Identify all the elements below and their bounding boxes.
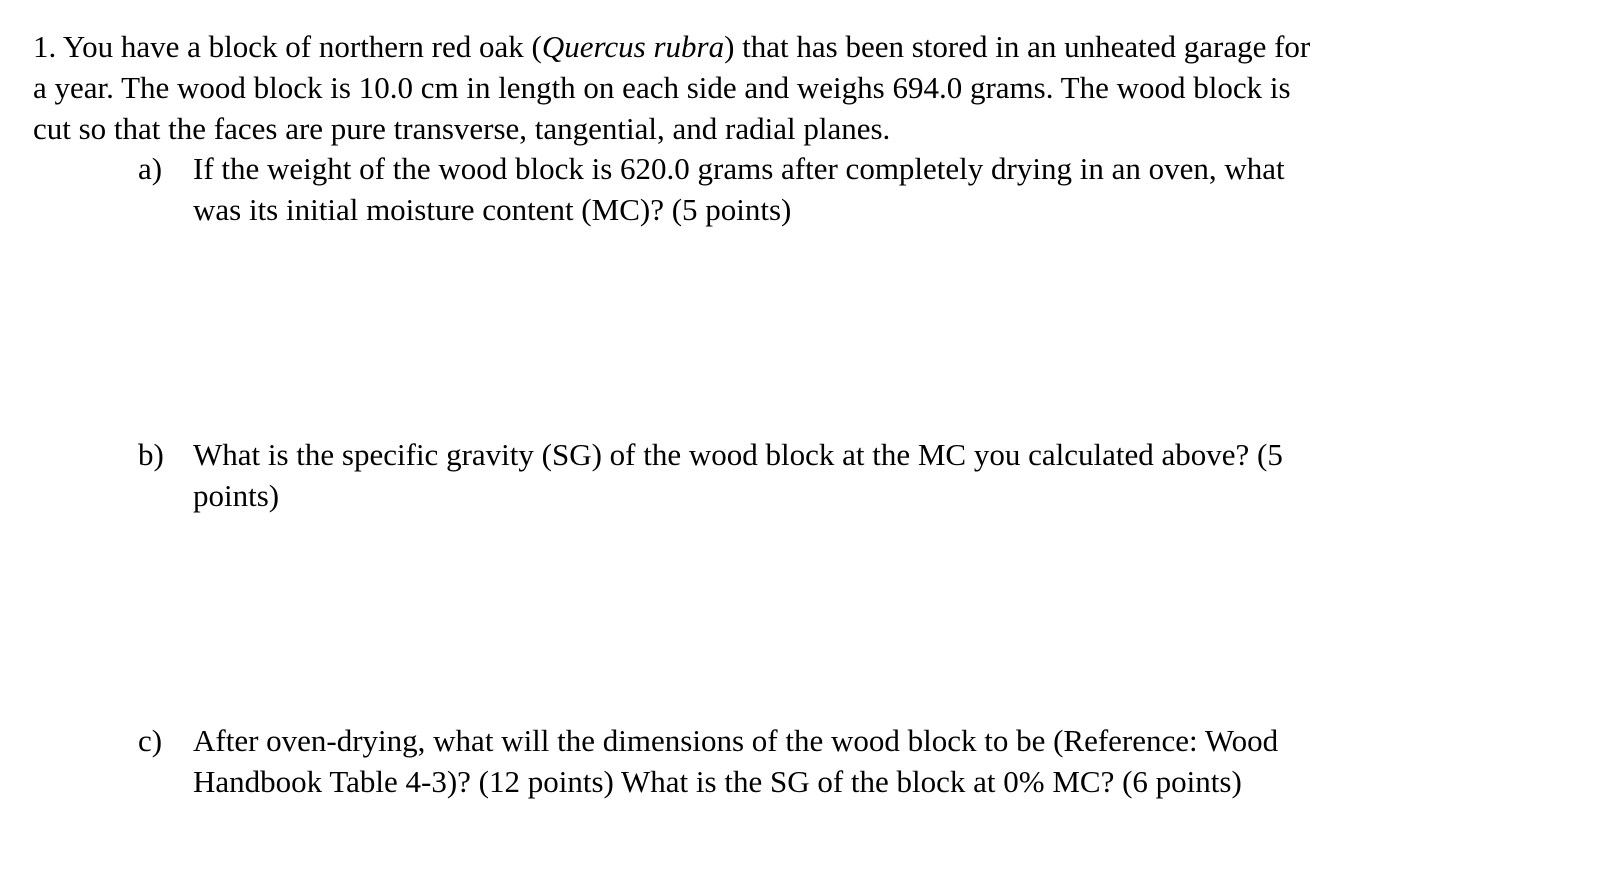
question-number: 1. [33, 29, 57, 64]
part-a-line-2: was its initial moisture content (MC)? (5 points) [193, 192, 792, 227]
species-name: Quercus rubra [541, 29, 725, 64]
part-b-text [193, 434, 1283, 516]
part-b-line-2: points) [193, 478, 280, 513]
part-b-line-1: What is the specific gravity (SG) of the wood block at the MC you calculated above? (5 [193, 437, 1283, 472]
part-c-line-2: Handbook Table 4-3)? (12 points) What is the SG of the block at 0% MC? (6 points) [193, 764, 1242, 799]
part-c-marker: c) [138, 723, 163, 758]
intro-text-after-species: ) that has been stored in an unheated garage for [724, 29, 1311, 64]
part-c-text [193, 720, 1278, 802]
intro-text-before-species: You have a block of northern red oak ( [62, 29, 542, 64]
part-a-marker: a) [138, 151, 163, 186]
part-b-marker: b) [138, 437, 164, 472]
intro-line-2: a year. The wood block is 10.0 cm in length on each side and weighs 694.0 grams. The wood block is [33, 70, 1291, 105]
part-a-text [193, 148, 1285, 230]
part-a-line-1: If the weight of the wood block is 620.0 grams after completely drying in an oven, what [193, 151, 1285, 186]
question-1-intro [33, 26, 1310, 149]
part-c-line-1: After oven-drying, what will the dimensions of the wood block to be (Reference: Wood [193, 723, 1279, 758]
intro-line-3: cut so that the faces are pure transverse, tangential, and radial planes. [33, 111, 891, 146]
intro-line-1 [33, 26, 1310, 67]
